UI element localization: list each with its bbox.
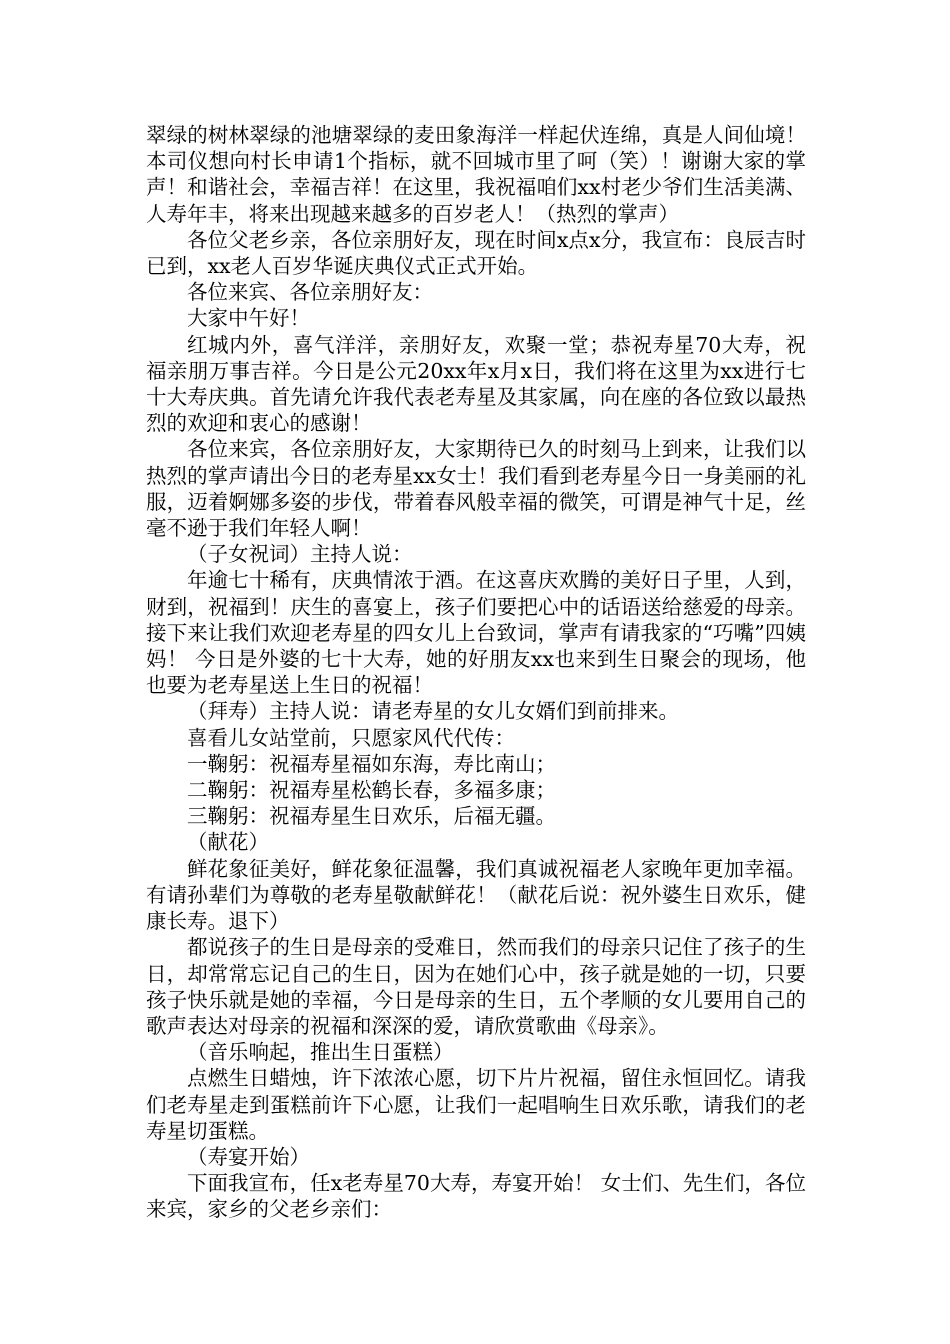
paragraph-8: 年逾七十稀有，庆典情浓于酒。在这喜庆欢腾的美好日子里，人到，财到，祝福到！庆生的喜宴上，孩子们要把心中的话语送给慈爱的母亲。接下来让我们欢迎老寿星的四女儿上台致词，掌声有请我家的“巧嘴”四姨妈！ 今日是外婆的七十大寿，她的好朋友xx也来到生日聚会的现场，他也要为老寿星送上生日的祝福！ <box>146 568 806 698</box>
paragraph-17: （音乐响起，推出生日蛋糕） <box>187 1040 454 1065</box>
paragraph-4: 大家中午好！ <box>187 306 310 331</box>
paragraph-3: 各位来宾、各位亲朋好友： <box>187 280 433 305</box>
paragraph-13: 三鞠躬：祝福寿星生日欢乐，后福无疆。 <box>187 804 556 829</box>
paragraph-16: 都说孩子的生日是母亲的受难日，然而我们的母亲只记住了孩子的生日，却常常忘记自己的生日，因为在她们心中，孩子就是她的一切，只要孩子快乐就是她的幸福，今日是母亲的生日，五个孝顺的女儿要用自己的歌声表达对母亲的祝福和深深的爱，请欣赏歌曲《母亲》。 <box>146 935 806 1038</box>
paragraph-2: 各位父老乡亲，各位亲朋好友，现在时间x点x分，我宣布：良辰吉时已到，xx老人百岁华诞庆典仪式正式开始。 <box>146 227 806 279</box>
paragraph-18: 点燃生日蜡烛，许下浓浓心愿，切下片片祝福，留住永恒回忆。请我们老寿星走到蛋糕前许下心愿，让我们一起唱响生日欢乐歌，请我们的老寿星切蛋糕。 <box>146 1066 806 1143</box>
paragraph-19: （寿宴开始） <box>187 1144 310 1169</box>
paragraph-15: 鲜花象征美好，鲜花象征温馨，我们真诚祝福老人家晚年更加幸福。有请孙辈们为尊敬的老寿星敬献鲜花！（献花后说：祝外婆生日欢乐，健康长寿。退下） <box>146 856 806 934</box>
paragraph-1: 翠绿的树林翠绿的池塘翠绿的麦田象海洋一样起伏连绵，真是人间仙境！本司仪想向村长申请1个指标，就不回城市里了呵（笑）！谢谢大家的掌声！和谐社会，幸福吉祥！在这里，我祝福咱们xx村老少爷们生活美满、人寿年丰，将来出现越来越多的百岁老人！（热烈的掌声） <box>146 123 806 226</box>
paragraph-6: 各位来宾，各位亲朋好友，大家期待已久的时刻马上到来，让我们以热烈的掌声请出今日的老寿星xx女士！我们看到老寿星今日一身美丽的礼服，迈着婀娜多姿的步伐，带着春风般幸福的微笑，可谓是神气十足，丝毫不逊于我们年轻人啊！ <box>146 437 806 541</box>
paragraph-14: （献花） <box>187 830 269 855</box>
paragraph-20: 下面我宣布，任x老寿星70大寿，寿宴开始！ 女士们、先生们，各位来宾，家乡的父老乡亲们： <box>146 1171 806 1222</box>
document-page <box>146 122 806 1223</box>
paragraph-11: 一鞠躬：祝福寿星福如东海，寿比南山； <box>187 751 556 776</box>
paragraph-9: （拜寿）主持人说：请老寿星的女儿女婿们到前排来。 <box>187 699 679 724</box>
paragraph-5: 红城内外，喜气洋洋，亲朋好友，欢聚一堂；恭祝寿星70大寿，祝福亲朋万事吉祥。今日是公元20xx年x月x日，我们将在这里为xx进行七十大寿庆典。首先请允许我代表老寿星及其家属，向在座的各位致以最热烈的欢迎和衷心的感谢！ <box>146 332 806 436</box>
paragraph-12: 二鞠躬：祝福寿星松鹤长春，多福多康； <box>187 778 556 803</box>
paragraph-7: （子女祝词）主持人说： <box>187 542 413 567</box>
paragraph-10: 喜看儿女站堂前，只愿家风代代传： <box>187 725 515 750</box>
